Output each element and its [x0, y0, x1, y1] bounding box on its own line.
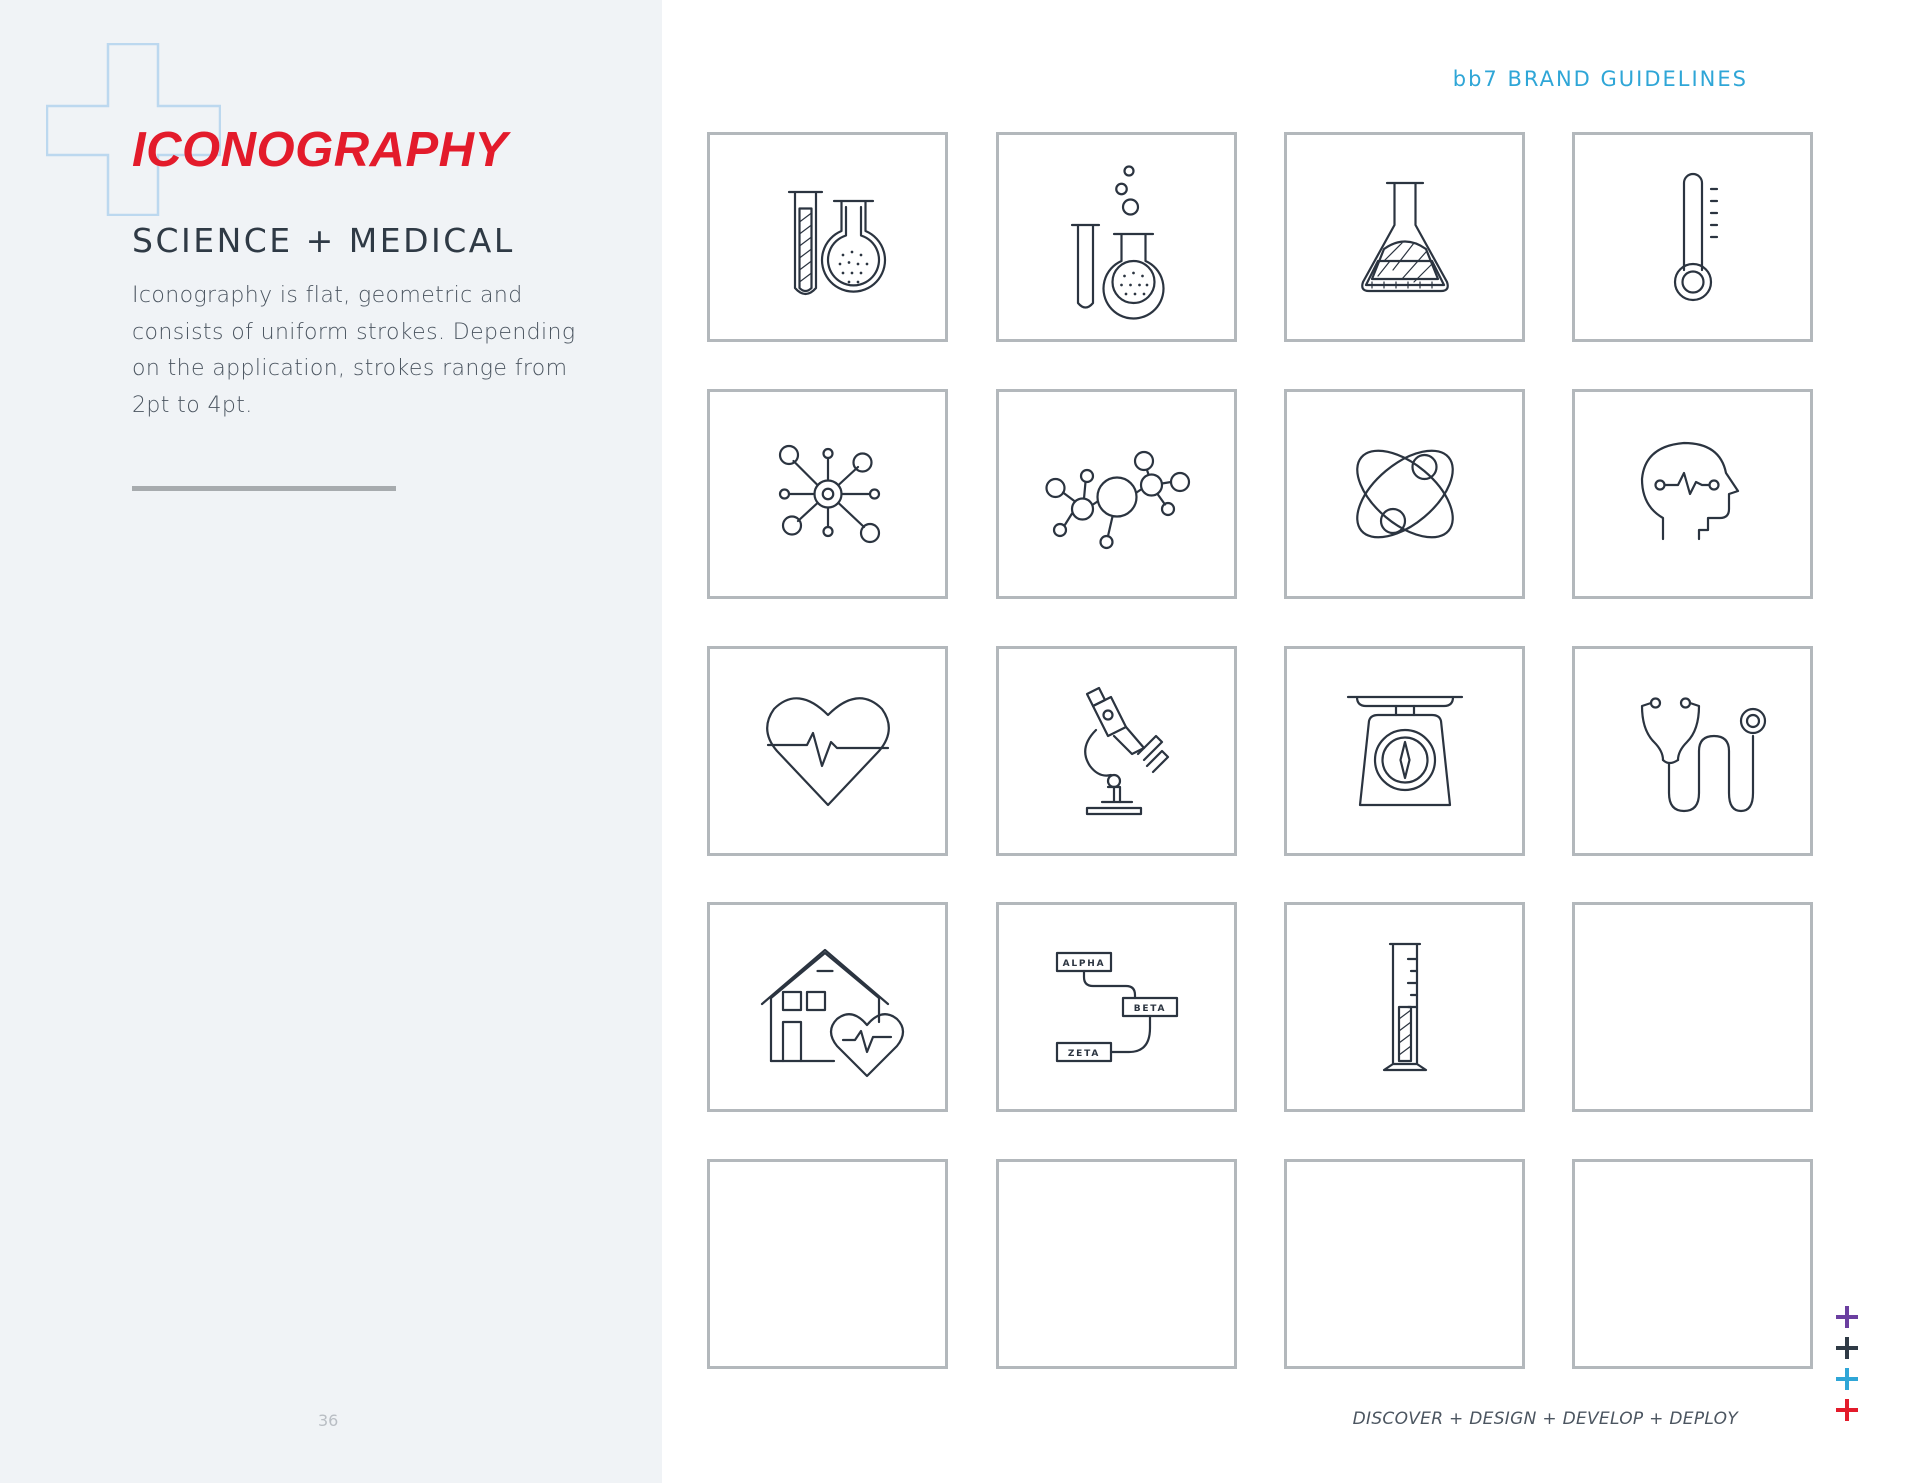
- dark-plus-icon: [1836, 1337, 1858, 1359]
- icon-tile: [707, 646, 948, 856]
- icon-tile: [1572, 132, 1813, 342]
- icon-tile: [1572, 389, 1813, 599]
- empty-tile: [1572, 902, 1813, 1112]
- icon-tile: [1284, 132, 1525, 342]
- heart-pulse-icon: [753, 676, 903, 826]
- home-health-icon: [753, 932, 903, 1082]
- test-tube-flask-icon: [753, 162, 903, 312]
- erlenmeyer-flask-icon: [1330, 162, 1480, 312]
- plus-stack: [1836, 1306, 1858, 1430]
- icon-tile: [996, 902, 1237, 1112]
- page-number: 36: [318, 1411, 339, 1430]
- empty-tile: [1284, 1159, 1525, 1369]
- footer-tagline: DISCOVER + DESIGN + DEVELOP + DEPLOY: [1352, 1409, 1738, 1429]
- microscope-icon: [1042, 676, 1192, 826]
- molecule-chain-icon: [1042, 419, 1192, 569]
- weighing-scale-icon: [1330, 676, 1480, 826]
- blue-plus-icon: [1836, 1368, 1858, 1390]
- test-tube-bubbling-flask-icon: [1042, 162, 1192, 312]
- page-title: ICONOGRAPHY: [132, 123, 508, 177]
- red-plus-icon: [1836, 1399, 1858, 1421]
- section-subtitle: SCIENCE + MEDICAL: [132, 221, 515, 260]
- icon-tile: [1572, 646, 1813, 856]
- beta-label: BETA: [1133, 1003, 1166, 1014]
- molecule-network-icon: [753, 419, 903, 569]
- brand-header: bb7 BRAND GUIDELINES: [1452, 67, 1748, 91]
- icon-tile: [996, 132, 1237, 342]
- alpha-label: ALPHA: [1062, 958, 1105, 969]
- icon-tile: [1284, 389, 1525, 599]
- graduated-cylinder-icon: [1330, 932, 1480, 1082]
- zeta-label: ZETA: [1067, 1048, 1100, 1059]
- thermometer-icon: [1618, 162, 1768, 312]
- icon-tile: [707, 902, 948, 1112]
- icon-tile: [707, 389, 948, 599]
- icon-tile: [996, 389, 1237, 599]
- icon-tile: [707, 132, 948, 342]
- alpha-beta-zeta-flow-icon: [1042, 932, 1192, 1082]
- icon-tile: [1284, 646, 1525, 856]
- purple-plus-icon: [1836, 1306, 1858, 1328]
- empty-tile: [707, 1159, 948, 1369]
- brain-signal-head-icon: [1618, 419, 1768, 569]
- icon-tile: [996, 646, 1237, 856]
- atom-orbit-icon: [1330, 419, 1480, 569]
- empty-tile: [996, 1159, 1237, 1369]
- stethoscope-icon: [1618, 676, 1768, 826]
- icon-tile: [1284, 902, 1525, 1112]
- empty-tile: [1572, 1159, 1813, 1369]
- section-description: Iconography is flat, geometric and consists of uniform strokes. Depending on the application, strokes range from 2pt to 4pt.: [132, 283, 576, 418]
